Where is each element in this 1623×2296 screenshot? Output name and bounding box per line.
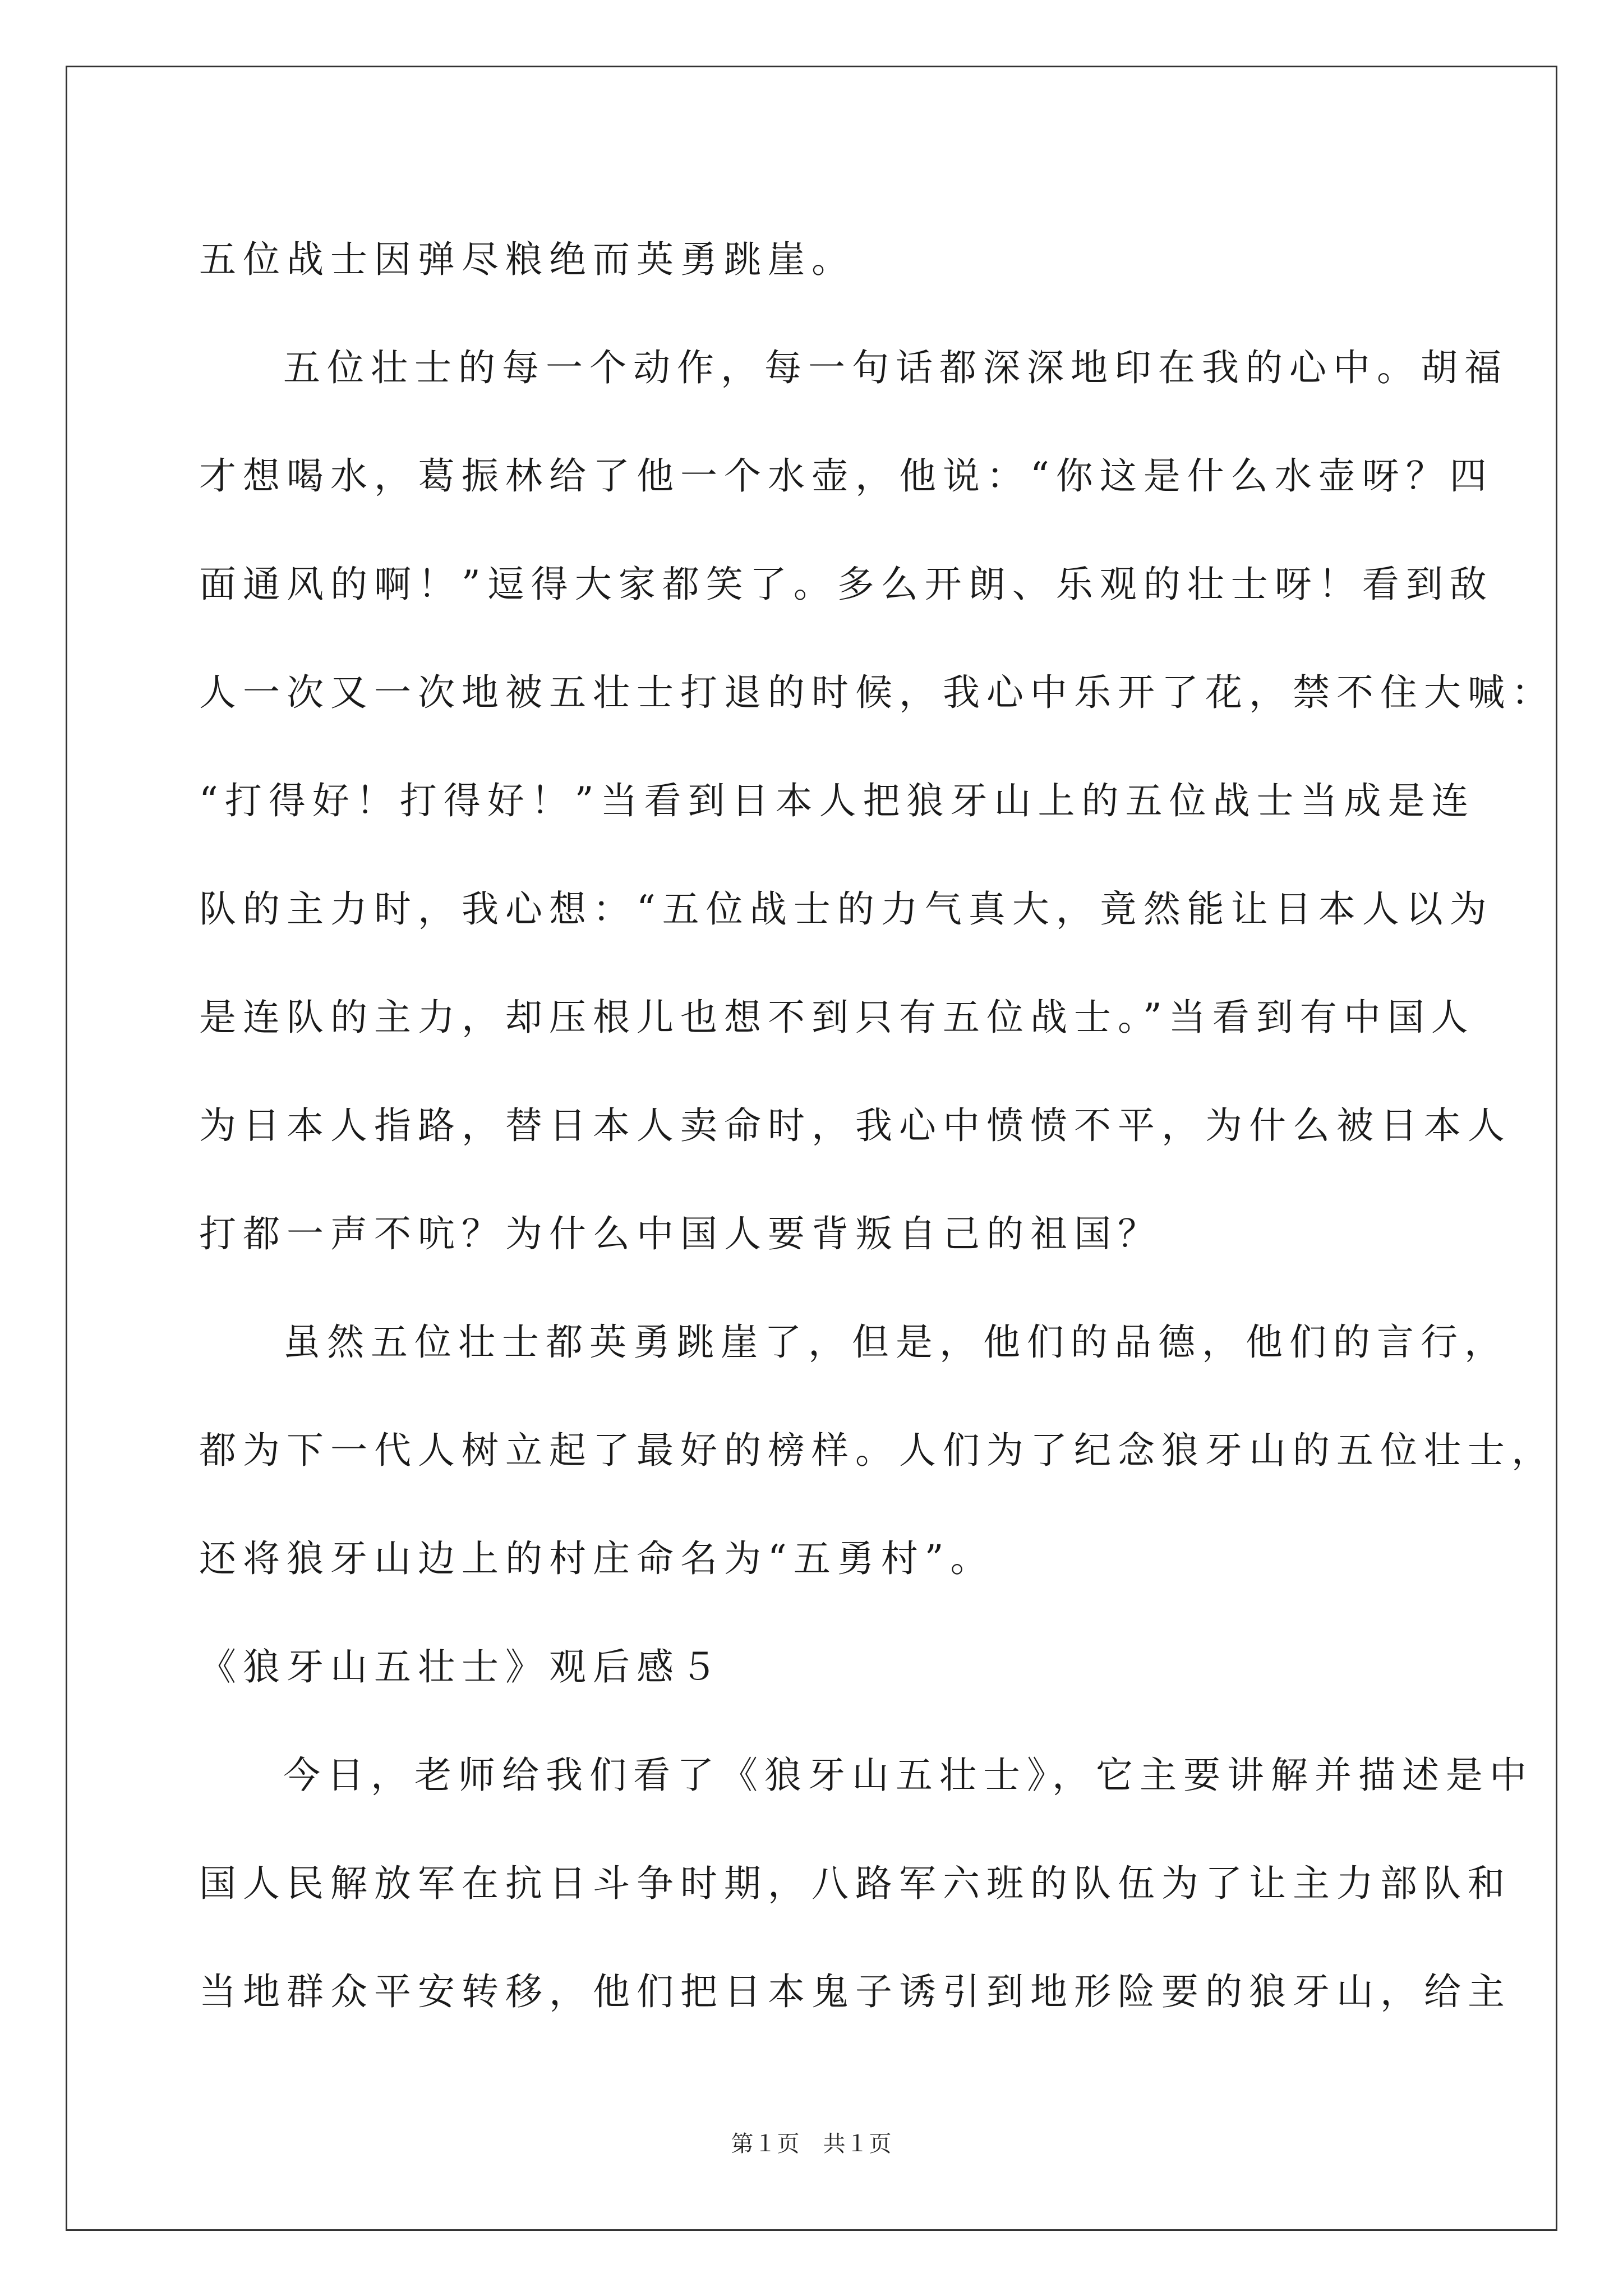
text-line: 五位壮士的每一个动作，每一句话都深深地印在我的心中。胡福	[283, 346, 1508, 389]
text-line: 还将狼牙山边上的村庄命名为“五勇村”。	[199, 1537, 994, 1580]
text-line: 人一次又一次地被五壮士打退的时候，我心中乐开了花，禁不住大喊：	[199, 671, 1555, 714]
page-footer: 第１页 共１页	[731, 2131, 892, 2157]
text-line: 打都一声不吭？为什么中国人要背叛自己的祖国？	[199, 1212, 1161, 1255]
text-line: 是连队的主力，却压根儿也想不到只有五位战士。”当看到有中国人	[199, 996, 1475, 1039]
text-line: 为日本人指路，替日本人卖命时，我心中愤愤不平，为什么被日本人	[199, 1104, 1511, 1147]
text-line: 当地群众平安转移，他们把日本鬼子诱引到地形险要的狼牙山，给主	[199, 1970, 1511, 2013]
text-line: 今日，老师给我们看了《狼牙山五壮士》，它主要讲解并描述是中	[283, 1754, 1533, 1797]
text-line: 都为下一代人树立起了最好的榜样。人们为了纪念狼牙山的五位壮士，	[199, 1429, 1555, 1472]
text-line: 国人民解放军在抗日斗争时期，八路军六班的队伍为了让主力部队和	[199, 1862, 1511, 1905]
section-heading: 《狼牙山五壮士》观后感５	[199, 1645, 724, 1688]
text-line: 虽然五位壮士都英勇跳崖了，但是，他们的品德，他们的言行，	[283, 1320, 1508, 1364]
text-line: 才想喝水，葛振林给了他一个水壶，他说：“你这是什么水壶呀？四	[199, 454, 1493, 498]
text-line: 面通风的啊！”逗得大家都笑了。多么开朗、乐观的壮士呀！看到敌	[199, 563, 1493, 606]
document-body	[199, 205, 1555, 2046]
text-line: 五位战士因弹尽粮绝而英勇跳崖。	[199, 238, 855, 281]
text-line: 队的主力时，我心想：“五位战士的力气真大，竟然能让日本人以为	[199, 887, 1493, 931]
text-line: “打得好！打得好！”当看到日本人把狼牙山上的五位战士当成是连	[199, 779, 1476, 822]
